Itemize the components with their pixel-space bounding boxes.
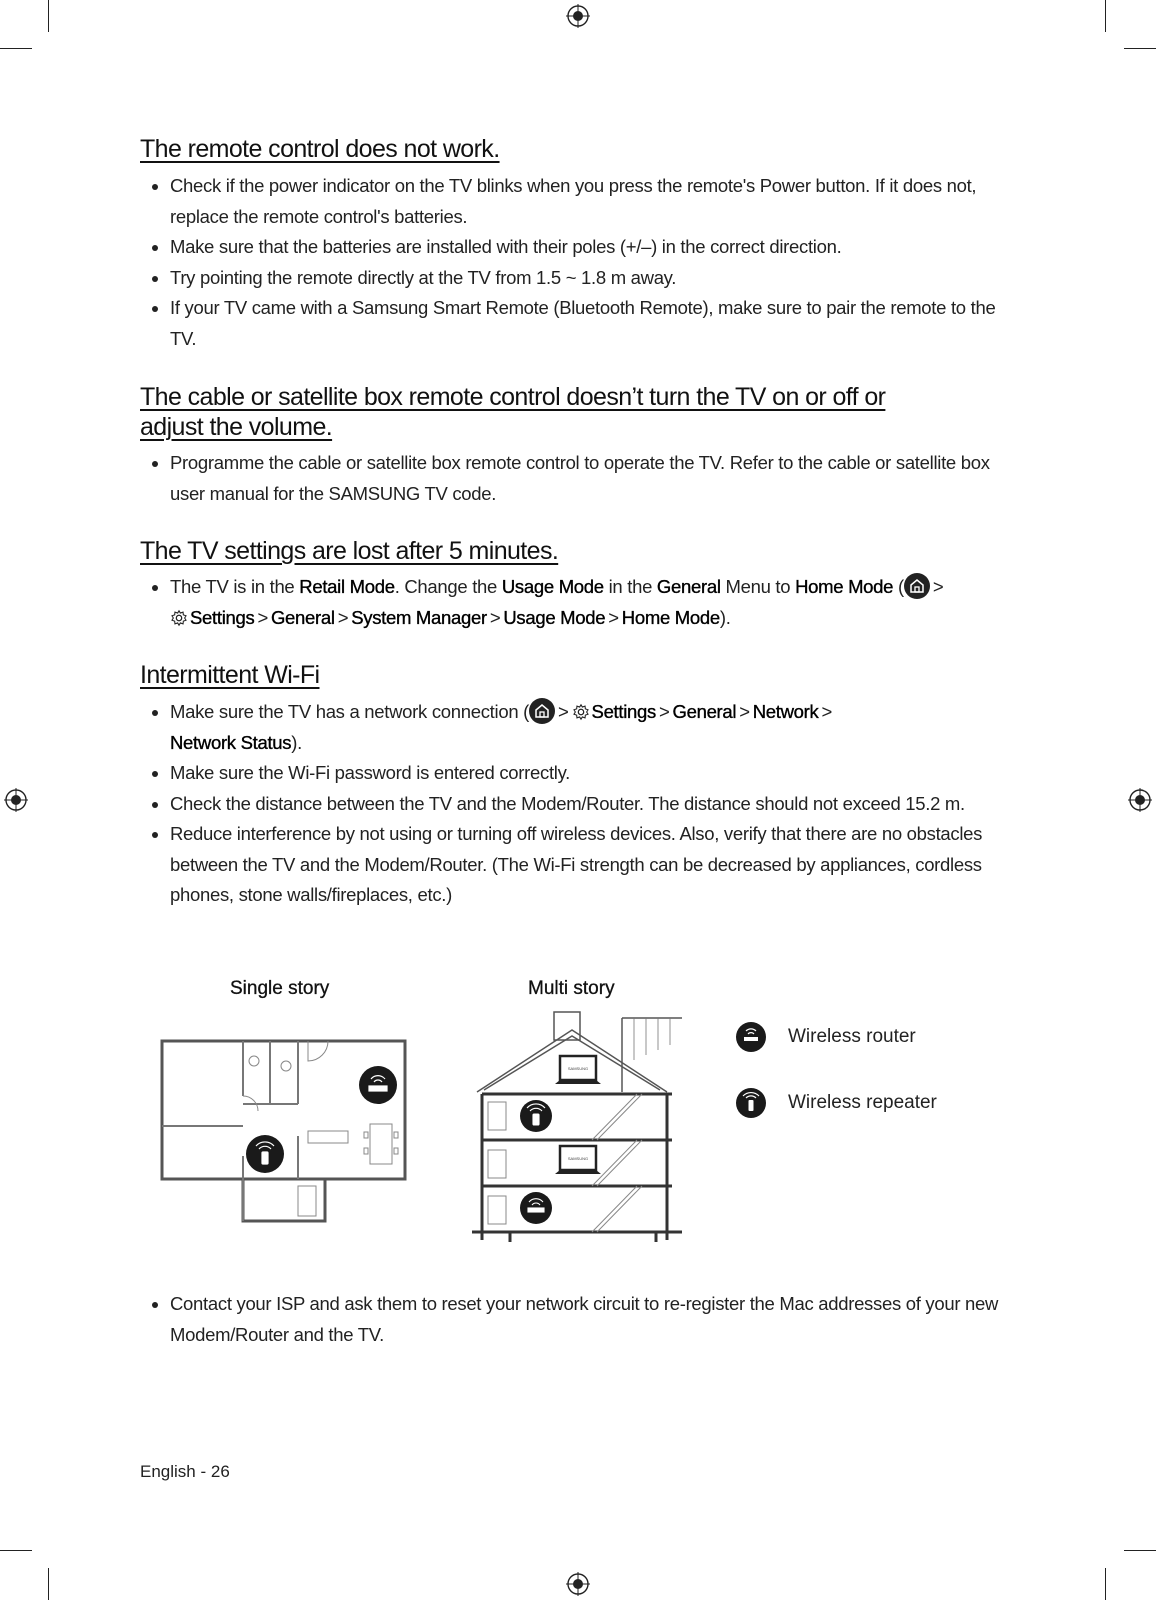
list-item: Reduce interference by not using or turning off wireless devices. Also, verify that there are no obstacles between the TV and the Modem/Router. (The Wi-Fi strength can be decreased by appliances, cordless phones, stone walls/fireplaces, etc.) — [140, 819, 1020, 911]
list-item: Try pointing the remote directly at the TV from 1.5 ~ 1.8 m away. — [140, 263, 1020, 294]
menu-term: Network Status — [170, 731, 292, 753]
list-item: Contact your ISP and ask them to reset your network circuit to re-register the Mac addresses of your new Modem/Router and the TV. — [140, 1289, 1020, 1350]
crop-mark — [1124, 1550, 1156, 1551]
list-item: The TV is in the Retail Mode. Change the Usage Mode in the General Menu to Home Mode ( > Settings > General > System Manager > Usage Mode > Home Mode). — [140, 572, 1020, 633]
wireless-router-icon — [736, 1022, 766, 1052]
crop-mark — [48, 0, 49, 32]
wireless-router-icon — [359, 1066, 397, 1104]
path-separator: > — [608, 606, 619, 628]
menu-term: General — [656, 576, 721, 597]
path-separator: > — [932, 576, 944, 597]
legend-item-repeater — [736, 1088, 937, 1118]
path-separator: > — [821, 701, 832, 722]
list-item: If your TV came with a Samsung Smart Remote (Bluetooth Remote), make sure to pair the remote to the TV. — [140, 293, 1020, 354]
menu-term: Usage Mode — [501, 576, 604, 597]
single-story-label: Single story — [230, 978, 330, 999]
registration-mark-icon — [566, 1572, 590, 1596]
path-separator: > — [337, 606, 349, 628]
crop-mark — [1105, 1568, 1106, 1600]
settings-gear-icon — [170, 609, 188, 627]
tv-brand-label: SAMSUNG — [567, 1156, 589, 1161]
legend-label: Wireless repeater — [788, 1092, 937, 1113]
tv-brand-label: SAMSUNG — [567, 1066, 589, 1071]
menu-term: Home Mode — [795, 576, 894, 597]
bullet-list — [140, 448, 1020, 509]
multi-story-label: Multi story — [528, 978, 615, 999]
page-footer: English - 26 — [140, 1462, 230, 1481]
section-heading: Intermittent Wi-Fi — [140, 661, 320, 689]
path-separator: > — [658, 701, 670, 722]
registration-mark-icon — [1128, 788, 1152, 812]
menu-term: Home Mode — [621, 606, 720, 628]
page-content — [140, 134, 1020, 911]
menu-term: Network — [752, 701, 819, 722]
single-story-floor-plan — [158, 1036, 414, 1226]
bullet-list — [140, 697, 1020, 911]
bullet-list — [140, 1289, 1020, 1350]
crop-mark — [1105, 0, 1106, 32]
list-item: Check the distance between the TV and the Modem/Router. The distance should not exceed 15.2 m. — [140, 789, 1020, 820]
multi-story-house-section — [472, 1010, 682, 1246]
settings-gear-icon — [572, 703, 590, 721]
menu-term: General — [270, 606, 335, 628]
menu-term: Usage Mode — [503, 606, 606, 628]
list-item: Make sure the TV has a network connection ( > Settings > General > Network > Network Status). — [140, 697, 1020, 758]
bullet-list — [140, 171, 1020, 354]
menu-term: Settings — [190, 606, 255, 628]
section-heading: The remote control does not work. — [140, 135, 500, 163]
registration-mark-icon — [566, 4, 590, 28]
legend-item-router — [736, 1022, 916, 1052]
list-item: Make sure the Wi-Fi password is entered correctly. — [140, 758, 1020, 789]
menu-term: Retail Mode — [299, 576, 395, 597]
crop-mark — [1124, 48, 1156, 49]
crop-mark — [0, 1550, 32, 1551]
section-heading: The TV settings are lost after 5 minutes. — [140, 537, 559, 565]
home-icon — [529, 698, 555, 724]
menu-term: Settings — [591, 701, 656, 722]
list-item: Programme the cable or satellite box remote control to operate the TV. Refer to the cable or satellite box user manual for the SAMSUNG TV code. — [140, 448, 1020, 509]
wireless-repeater-icon — [736, 1088, 766, 1118]
registration-mark-icon — [4, 788, 28, 812]
path-separator: > — [739, 701, 750, 722]
path-separator: > — [489, 606, 501, 628]
path-separator: > — [558, 701, 569, 722]
crop-mark — [0, 48, 32, 49]
crop-mark — [48, 1568, 49, 1600]
home-icon — [904, 573, 930, 599]
path-separator: > — [257, 606, 268, 628]
menu-term: General — [672, 701, 737, 722]
list-item: Make sure that the batteries are installed with their poles (+/–) in the correct direction. — [140, 232, 1020, 263]
section-heading: The cable or satellite box remote control doesn’t turn the TV on or off or adjust the volume. — [140, 383, 886, 441]
tv-icon — [555, 1146, 601, 1174]
menu-term: System Manager — [351, 606, 487, 628]
bullet-list — [140, 572, 1020, 633]
list-item: Check if the power indicator on the TV blinks when you press the remote's Power button. If it does not, replace the remote control's batteries. — [140, 171, 1020, 232]
tv-icon — [555, 1056, 601, 1084]
legend-label: Wireless router — [788, 1026, 916, 1047]
